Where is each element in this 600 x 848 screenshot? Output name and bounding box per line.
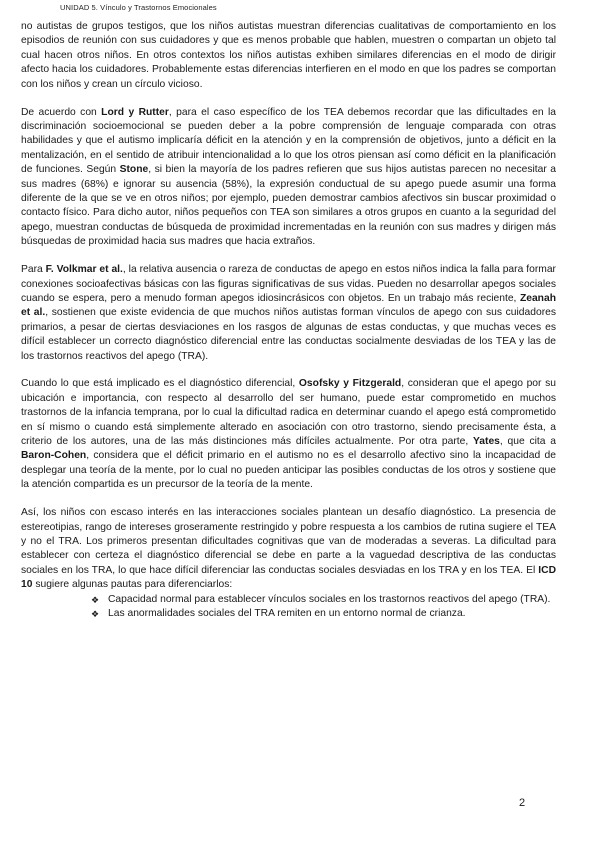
running-header: UNIDAD 5. Vínculo y Trastornos Emocionales	[60, 3, 217, 12]
classification-name: ICD 10	[21, 564, 556, 591]
page-number: 2	[519, 797, 526, 809]
author-name: Stone	[119, 164, 149, 176]
author-name: Baron-Cohen	[21, 450, 87, 462]
paragraph-5: Así, los niños con escaso interés en las interacciones sociales plantean un desafío diagnóstico. La presencia de estereotipias, rango de intereses groseramente restringido y pobre respuesta a los cambios de rutina sugiere el TEA y no el TRA. Los primeros presentan dificultades cognitivas que van de moderadas a severas. La dificultad para establecer con certeza el diagnóstico diferencial se debe en parte a la vaguedad descriptiva de las conductas sociales en los TRA, lo que hace difícil diferenciar las conductas sociales desviadas en los TRA y en los TEA. El ICD 10 sugiere algunas pautas para diferenciarlos:	[21, 507, 556, 591]
document-body	[21, 20, 556, 621]
author-name: Lord y Rutter	[101, 106, 169, 118]
diamond-bullet-icon: ❖	[91, 609, 100, 620]
list-item: ❖ Las anormalidades sociales del TRA remiten en un entorno normal de crianza.	[91, 607, 556, 621]
author-name: Zeanah et al.	[21, 292, 556, 319]
paragraph-4: Cuando lo que está implicado es el diagnóstico diferencial, Osofsky y Fitzgerald, consideran que el apego por su ubicación e importancia, con respecto al desarrollo del ser humano, puede estar comprometido en muchos trastornos de la infancia temprana, por lo cual la dificultad radica en determinar cuando el apego está comprometido en sí mismo o cuando está simplemente alterado en asociación con otro trastorno, siendo precisamente ésta, a criterio de los autores, una de las más distinciones más difíciles actualmente. Por otra parte, Yates, que cita a Baron-Cohen, considera que el déficit primario en el autismo no es el desarrollo afectivo sino la incapacidad de desplegar una teoría de la mente, por lo cual no pueden anticipar las posibles conductas de los otros y sostiene que la atención compartida es un precursor de la teoría de la mente.	[21, 378, 556, 491]
diamond-bullet-icon: ❖	[91, 594, 100, 605]
criteria-list	[21, 593, 556, 622]
author-name: F. Volkmar et al.	[45, 264, 123, 276]
author-name: Osofsky y Fitzgerald	[298, 378, 402, 390]
list-item: ❖ Capacidad normal para establecer vínculos sociales en los trastornos reactivos del apego (TRA).	[91, 593, 556, 607]
author-name: Yates	[473, 436, 500, 448]
paragraph-1: no autistas de grupos testigos, que los niños autistas muestran diferencias cualitativas de comportamiento en los episodios de reunión con sus cuidadores y que es menos probable que hablen, muestren o compartan un objeto tal cual hacen otros niños. En otros contextos los niños autistas exhiben similares diferencias en el modo de dirigir afecto hacia los cuidadores. Probablemente estas diferencias interfieren en el modo en que los padres se comportan con los niños y crean un círculo vicioso.	[21, 21, 556, 90]
paragraph-3: Para F. Volkmar et al., la relativa ausencia o rareza de conductas de apego en estos niños indica la falla para formar conexiones socioafectivas básicas con las figuras significativas de sus vidas. Pueden no desarrollar apegos sociales cuando se espera, pero a menudo forman apegos idiosincrásicos con objetos. En un trabajo más reciente, Zeanah et al., sostienen que existe evidencia de que muchos niños autistas forman vínculos de apego con sus cuidadores primarios, a pesar de ciertas desviaciones en los rasgos de algunas de estas conductas, y que muchas veces es difícil establecer un correcto diagnóstico diferencial entre las conductas socialmente desviadas de los TEA y las de los trastornos reactivos del apego (TRA).	[21, 264, 556, 362]
paragraph-2: De acuerdo con Lord y Rutter, para el caso específico de los TEA debemos recordar que las dificultades en la discriminación socioemocional se pueden deber a la pobre comprensión de lenguaje comparada con otras habilidades y que el autismo implicaría déficit en la atención y en la comprensión de objetivos, junto a déficit en la mentalización, en el sentido de atribuir intencionalidad a lo que los otros piensan así como déficit en la planificación de funciones. Según Stone, si bien la mayoría de los padres refieren que sus hijos autistas parecen no necesitar a sus madres (68%) e ignorar su ausencia (58%), la expresión conductual de su apego puede asumir una forma diferente de la que se ve en otros niños; por ejemplo, pueden demostrar cambios afectivos sin buscar proximidad o contacto físico. Para dicho autor, niños pequeños con TEA son similares a otros grupos en cuanto a la seguridad del apego, muestran conductas de búsqueda de proximidad incrementadas en la reunión con sus madres y dirigen más búsquedas de proximidad hacia sus madres que hacia extraños.	[21, 106, 556, 248]
